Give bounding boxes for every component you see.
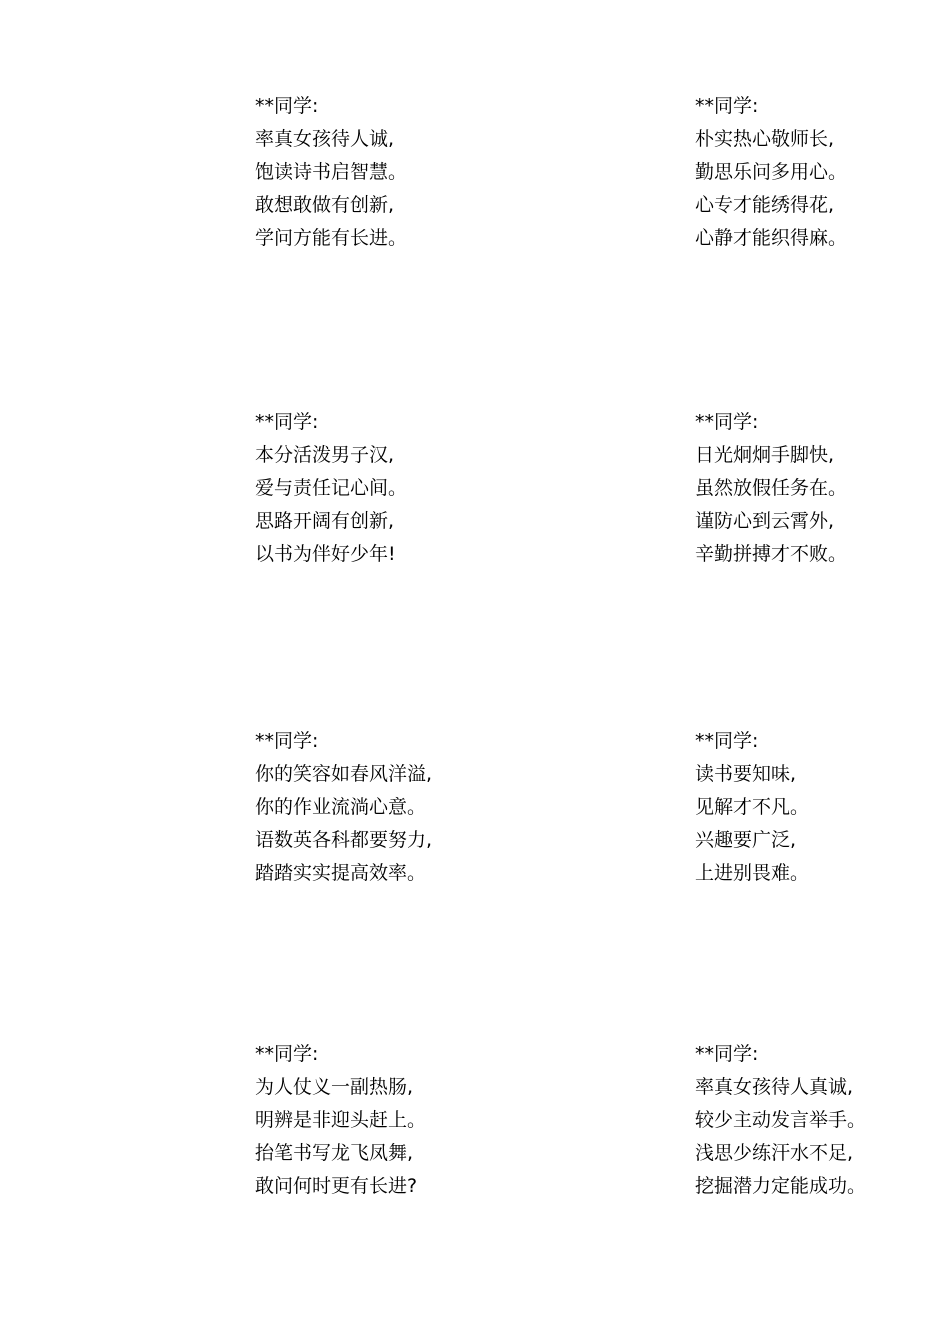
card-line: 上进别畏难。 — [695, 862, 810, 884]
comment-card — [695, 90, 935, 255]
card-line: 思路开阔有创新, — [255, 510, 395, 532]
card-line: 本分活泼男子汉, — [255, 444, 395, 466]
comment-card — [695, 1038, 935, 1203]
card-line: 日光炯炯手脚快, — [695, 444, 835, 466]
card-line: 你的笑容如春风洋溢, — [255, 763, 433, 785]
card-line: 朴实热心敬师长, — [695, 128, 835, 150]
card-heading: **同学: — [255, 411, 319, 433]
card-heading: **同学: — [695, 95, 759, 117]
card-line: 谨防心到云霄外, — [695, 510, 835, 532]
card-line: 率真女孩待人真诚, — [695, 1076, 854, 1098]
card-line: 敢想敢做有创新, — [255, 194, 395, 216]
card-line: 见解才不凡。 — [695, 796, 810, 818]
card-line: 挖掘潜力定能成功。 — [695, 1175, 867, 1197]
card-line: 虽然放假任务在。 — [695, 477, 848, 499]
card-line: 心静才能织得麻。 — [695, 227, 848, 249]
card-line: 踏踏实实提高效率。 — [255, 862, 427, 884]
card-line: 以书为伴好少年! — [255, 543, 396, 565]
comment-card — [255, 406, 495, 571]
card-line: 学问方能有长进。 — [255, 227, 408, 249]
card-line: 为人仗义一副热肠, — [255, 1076, 414, 1098]
card-heading: **同学: — [695, 730, 759, 752]
card-line: 浅思少练汗水不足, — [695, 1142, 854, 1164]
card-line: 心专才能绣得花, — [695, 194, 835, 216]
comment-card — [695, 406, 935, 571]
card-line: 率真女孩待人诚, — [255, 128, 395, 150]
card-line: 明辨是非迎头赶上。 — [255, 1109, 427, 1131]
card-line: 较少主动发言举手。 — [695, 1109, 867, 1131]
comment-card — [695, 725, 935, 890]
card-line: 读书要知味, — [695, 763, 797, 785]
card-line: 敢问何时更有长进? — [255, 1175, 418, 1197]
card-line: 抬笔书写龙飞凤舞, — [255, 1142, 414, 1164]
comment-card — [255, 90, 495, 255]
card-line: 辛勤拼搏才不败。 — [695, 543, 848, 565]
card-heading: **同学: — [695, 411, 759, 433]
card-line: 勤思乐问多用心。 — [695, 161, 848, 183]
card-heading: **同学: — [255, 1043, 319, 1065]
card-heading: **同学: — [695, 1043, 759, 1065]
card-line: 饱读诗书启智慧。 — [255, 161, 408, 183]
card-heading: **同学: — [255, 730, 319, 752]
card-line: 你的作业流淌心意。 — [255, 796, 427, 818]
comment-card — [255, 1038, 495, 1203]
comment-card — [255, 725, 495, 890]
card-line: 语数英各科都要努力, — [255, 829, 433, 851]
card-line: 爱与责任记心间。 — [255, 477, 408, 499]
card-line: 兴趣要广泛, — [695, 829, 797, 851]
card-heading: **同学: — [255, 95, 319, 117]
